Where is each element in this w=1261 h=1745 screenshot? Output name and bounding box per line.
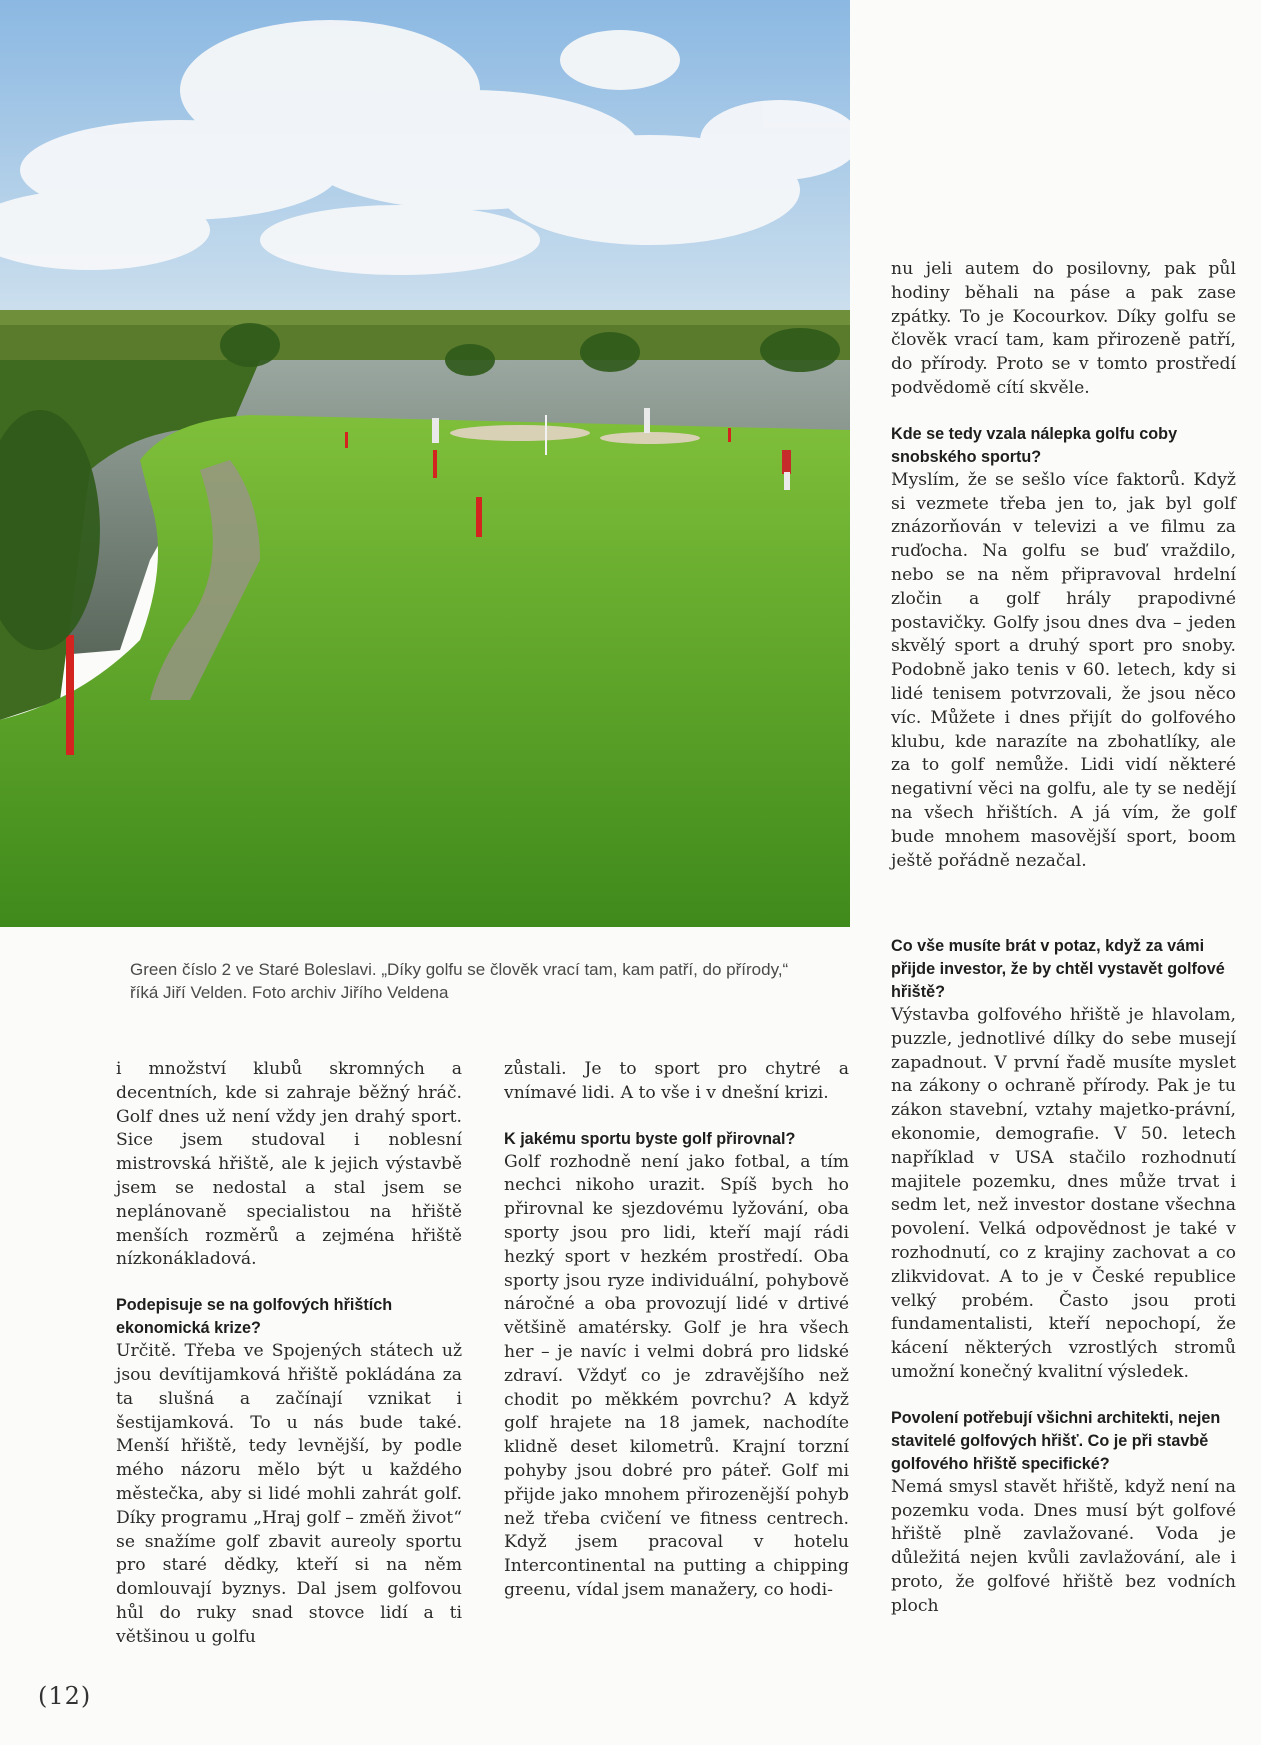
paragraph: Golf rozhodně není jako fotbal, a tím nechci nikoho urazit. Spíš bych ho přirovnal ke sjezdovému lyžování, oba sporty jsou pro lidi, kteří mají rádi hezký sport v hezkém prostředí. Oba sporty jsou ryze individuální, pohybově náročné a oba provozují lidé v drtivé většině amatérsky. Golf je hra všech her – je navíc i velmi dobrá pro lidské zdraví. Vždyť co je zdravějšího než chodit po měkkém povrchu? A když golf hrajete na 18 jamek, nachodíte klidně deset kilometrů. Krajní torzní pohyby jsou dobré pro páteř. Golf mi přijde jako mnohem přirozenější pohyb než třeba cvičení ve fitness centrech. Když jsem pracoval v hotelu Intercontinental na putting a chipping greenu, vídal jsem manažery, co hodi- bbox=[504, 1151, 849, 1600]
paragraph: Určitě. Třeba ve Spojených státech už jsou devítijamková hřiště pokládána za ta slušná a začínají vznikat i šestijamková. To u nás bude také. Menší hřiště, tedy levnější, by podle mého názoru mělo být u každého městečka, aby si lidé mohli zahrát golf. Díky programu „Hraj golf – změň život“ se snažíme golf zbavit aureoly sportu pro staré dědky, kteří si na něm domlouvají byznys. Dal jsem golfovou hůl do ruky snad stovce lidí a ti většinou u golfu bbox=[116, 1341, 462, 1647]
golf-course-photo bbox=[0, 0, 850, 927]
article-column-middle bbox=[504, 1058, 849, 1603]
interview-question: Podepisuje se na golfových hřištích ekonomická krize? bbox=[116, 1296, 393, 1338]
golf-course-lake-photo-icon bbox=[0, 0, 850, 927]
paragraph: nu jeli autem do posilovny, pak půl hodiny běhali na páse a pak zase zpátky. To je Kocourkov. Díky golfu se člověk vrací tam, kam přirozeně patří, do přírody. Proto se v tomto prostředí podvědomě cítí skvěle. bbox=[891, 259, 1236, 398]
paragraph: Nemá smysl stavět hřiště, když není na pozemku voda. Dnes musí být golfové hřiště plně zavlažované. Voda je důležitá nejen kvůli zavlažování, ale i proto, že golfové hřiště bez vodních ploch bbox=[891, 1476, 1236, 1616]
paragraph: Výstavba golfového hřiště je hlavolam, puzzle, jednotlivé dílky do sebe musejí zapadnout. V první řadě musíte myslet na zákony o ochraně přírody. Pak je tu zákon stavební, vztahy majetko-právní, ekonomie, demografie. V 50. letech například v USA stačilo rozhodnutí majitele pozemku, dnes může trvat i sedm let, než investor dostane všechna povolení. Velká odpovědnost je také v rozhodnutí, co z krajiny zachovat a co zlikvidovat. A to je v České republice velký probém. Často jsou proti fundamentalisti, kteří nepochopí, že kácení některých vzrostlých stromů umožní konečný kvalitní výsledek. bbox=[891, 1005, 1236, 1382]
interview-question: K jakému sportu byste golf přirovnal? bbox=[504, 1129, 796, 1148]
article-column-right-bottom bbox=[891, 935, 1236, 1619]
caption-line-2: říká Jiří Velden. Foto archiv Jiřího Veldena bbox=[130, 983, 449, 1002]
interview-question: Povolení potřebují všichni architekti, nejen stavitelé golfových hřišť. Co je při stavbě golfového hřiště specifické? bbox=[891, 1408, 1221, 1473]
article-column-left bbox=[116, 1058, 462, 1650]
photo-caption bbox=[130, 958, 850, 1004]
paragraph: zůstali. Je to sport pro chytré a vnímavé lidi. A to vše i v dnešní krizi. bbox=[504, 1059, 849, 1103]
paragraph: Myslím, že se sešlo více faktorů. Když si vezmete třeba jen to, jak byl golf znázorňován v televizi a ve filmu za ruďocha. Na golfu se buď vraždilo, nebo se na něm připravoval hrdelní zločin a golf hrály prapodivné postavičky. Golfy jsou dnes dva – jeden skvělý sport a druhý sport pro snoby. Podobně jako tenis v 60. letech, kdy si lidé tenisem potvrzovali, že jsou něco víc. Můžete i dnes přijít do golfového klubu, kde narazíte na zbohatlíky, ale za to golf nemůže. Lidi vidí některé negativní věci na golfu, ale ty se nedějí na všech hřištích. A já vím, že golf bude mnohem masovější sport, boom ještě pořádně nezačal. bbox=[891, 469, 1236, 871]
caption-line-1: Green číslo 2 ve Staré Boleslavi. „Díky golfu se člověk vrací tam, kam patří, do přírody,“ bbox=[130, 960, 789, 979]
article-column-right-top bbox=[891, 258, 1236, 873]
interview-question: Co vše musíte brát v potaz, když za vámi přijde investor, že by chtěl vystavět golfové hřiště? bbox=[891, 937, 1225, 1001]
interview-question: Kde se tedy vzala nálepka golfu coby snobského sportu? bbox=[891, 424, 1178, 466]
page-number: (12) bbox=[38, 1682, 92, 1710]
paragraph: i množství klubů skromných a decentních, kde si zahraje běžný hráč. Golf dnes už není vždy jen drahý sport. Sice jsem studoval i noblesní mistrovská hřiště, ale k jejich výstavbě jsem se nedostal a stal jsem se neplánovaně specialistou na hřiště menších rozměrů a zejména hřiště nízkonákladová. bbox=[116, 1059, 462, 1270]
